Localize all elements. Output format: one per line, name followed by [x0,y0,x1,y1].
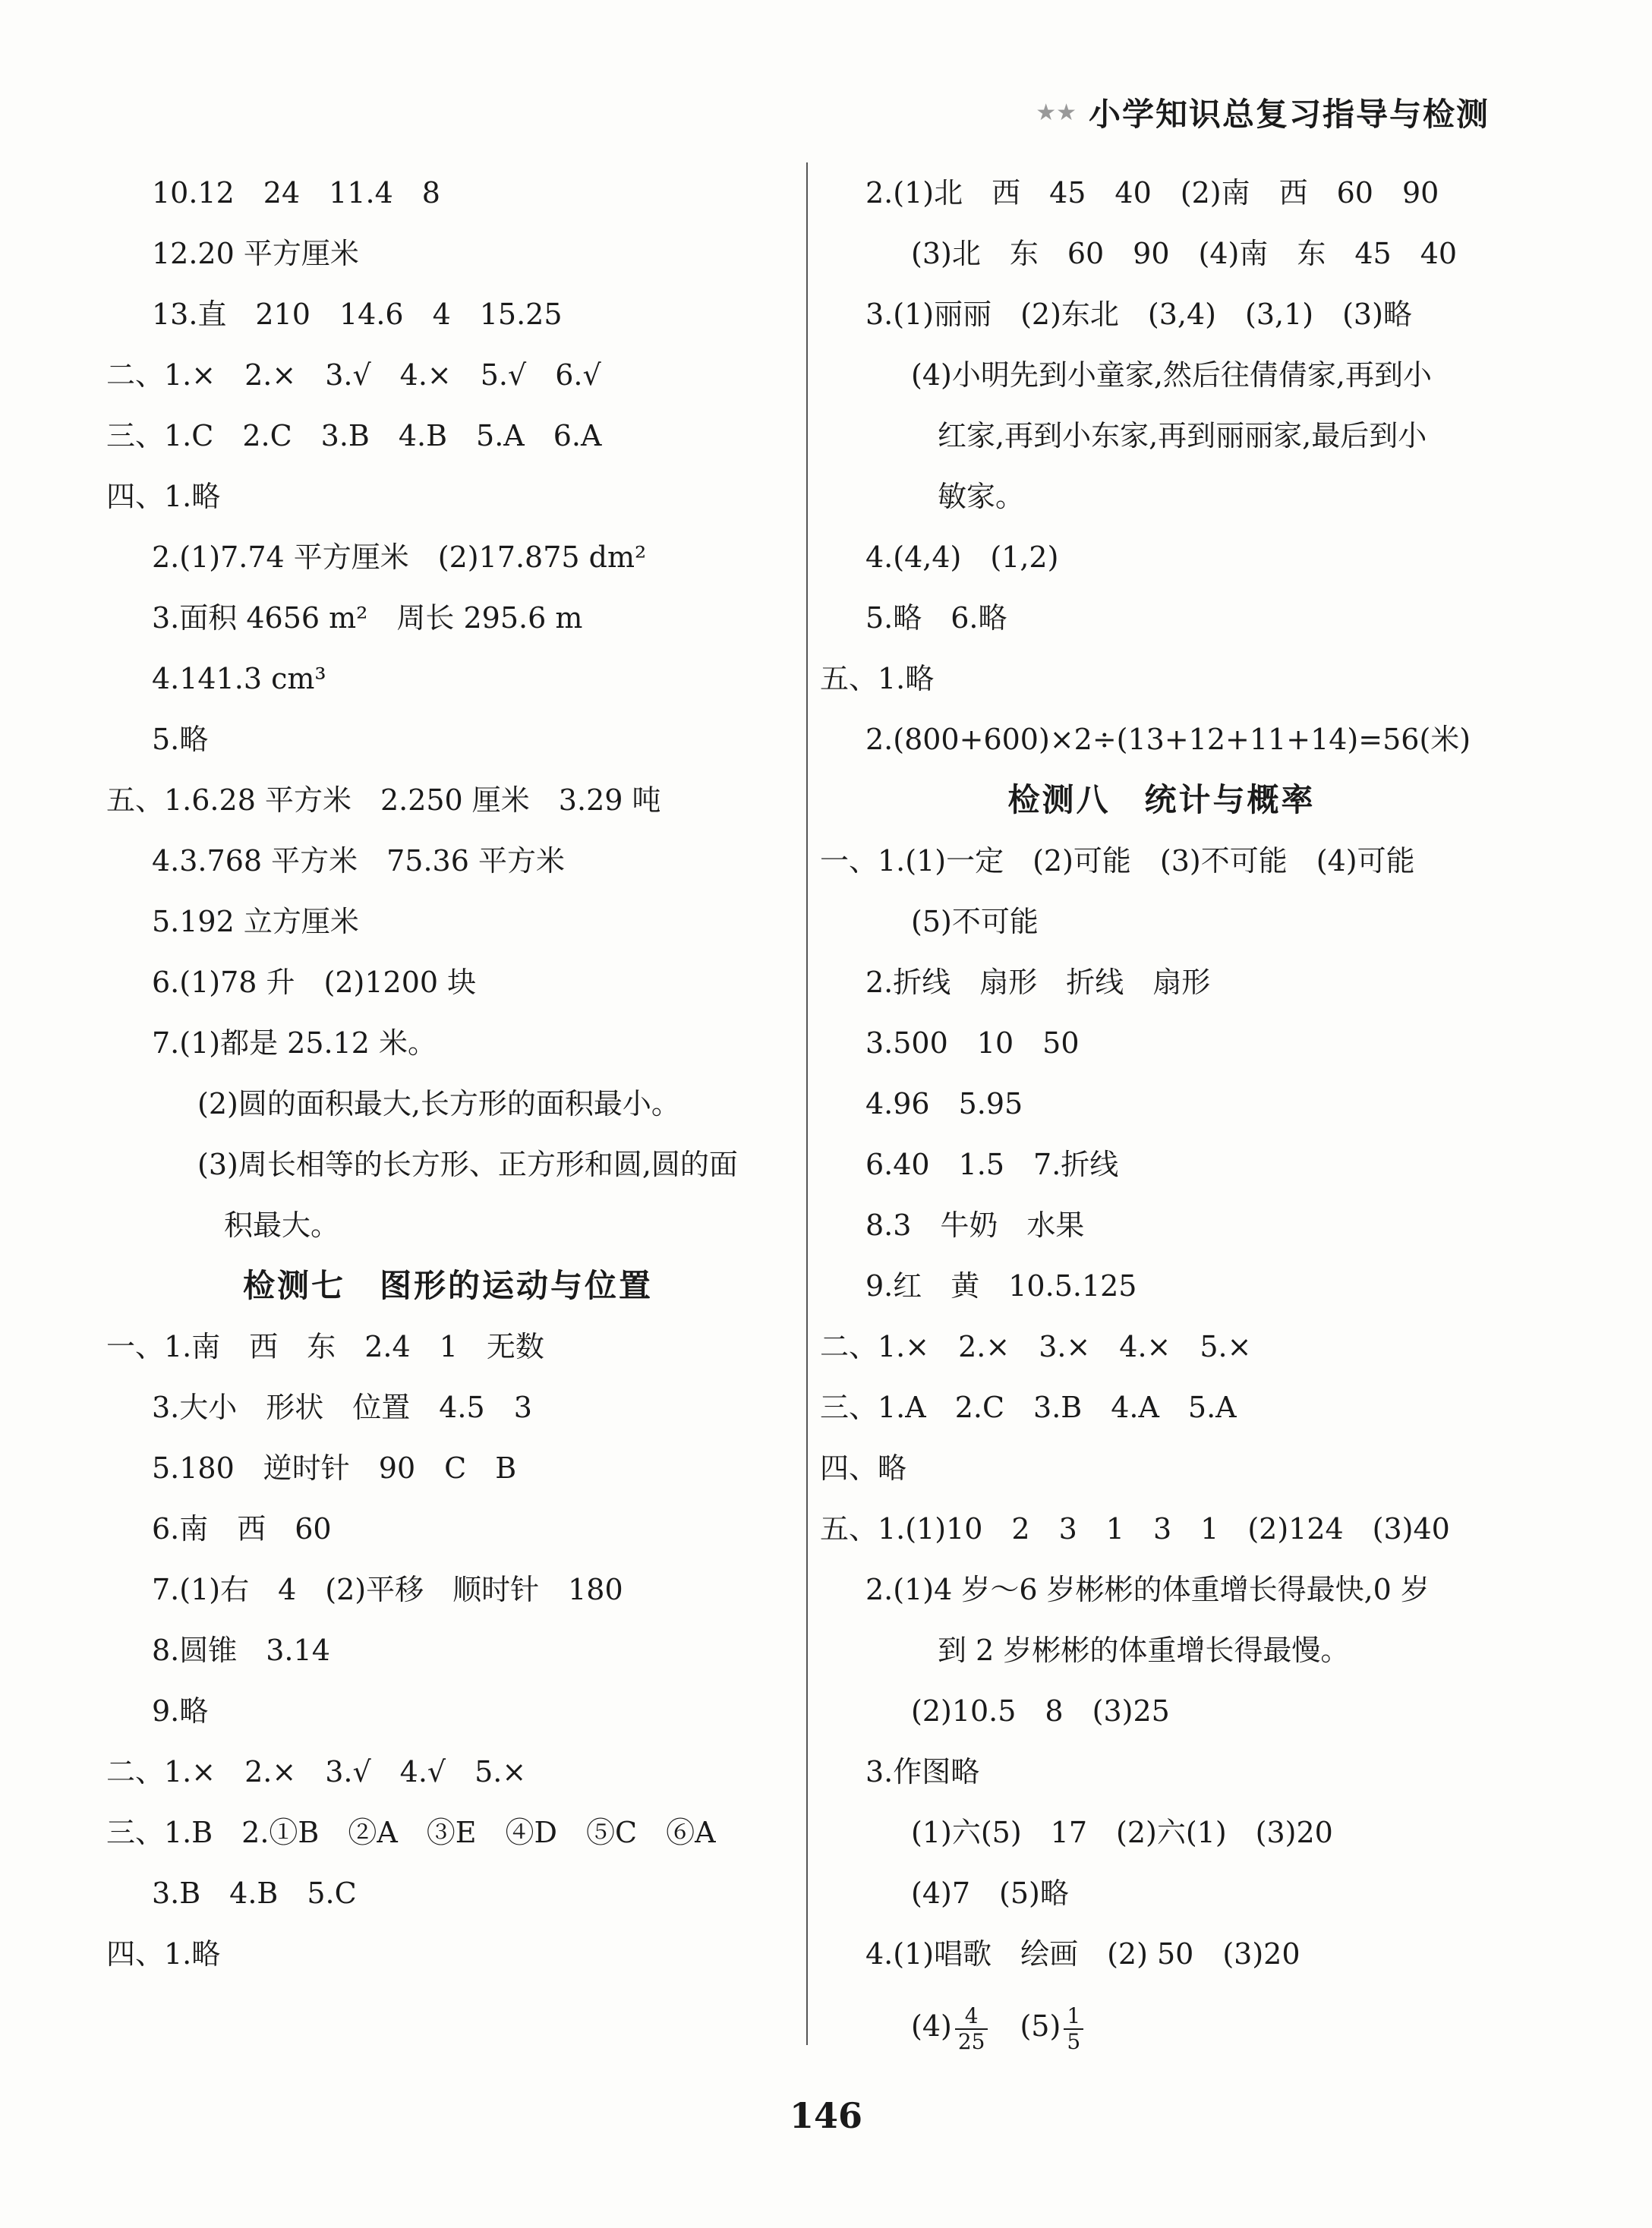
numerator: 1 [1064,2004,1083,2030]
answer-line: 五、1.略 [820,662,935,695]
answer-line: 4.141.3 cm³ [152,662,326,695]
answer-line: 9.红 黄 10.5.125 [865,1269,1137,1303]
book-header [1036,90,1490,135]
answer-line: 3.面积 4656 m² 周长 295.6 m [152,601,583,635]
answer-line: 13.直 210 14.6 4 15.25 [152,298,563,331]
right-column [820,162,1503,2068]
answer-line: (2)10.5 8 (3)25 [911,1694,1170,1728]
answer-line: 5.略 6.略 [865,601,1007,635]
answer-line: 三、1.A 2.C 3.B 4.A 5.A [820,1391,1237,1424]
answer-line: 五、1.(1)10 2 3 1 3 1 (2)124 (3)40 [820,1512,1450,1546]
section-title: 检测七 图形的运动与位置 [242,1267,653,1304]
answer-line: 3.500 10 50 [865,1026,1080,1060]
answer-line: 一、1.南 西 东 2.4 1 无数 [106,1330,544,1363]
left-column [106,162,790,1984]
answer-line: 4.96 5.95 [865,1087,1023,1120]
answer-line: 5.192 立方厘米 [152,905,359,938]
answer-line: 5.180 逆时针 90 C B [152,1451,517,1485]
answer-line: 7.(1)右 4 (2)平移 顺时针 180 [152,1573,623,1606]
numerator: 4 [955,2004,988,2030]
answer-line: 一、1.(1)一定 (2)可能 (3)不可能 (4)可能 [820,844,1415,878]
answer-line: 二、1.× 2.× 3.× 4.× 5.× [820,1330,1252,1363]
answer-line: 2.折线 扇形 折线 扇形 [865,966,1211,999]
answer-line: 红家,再到小东家,再到丽丽家,最后到小 [938,419,1427,452]
answer-line: 四、1.略 [106,1937,221,1971]
answer-line: 6.南 西 60 [152,1512,332,1546]
answer-line: (3)周长相等的长方形、正方形和圆,圆的面 [197,1148,738,1181]
answer-line: (3)北 东 60 90 (4)南 东 45 40 [911,237,1458,270]
answer-line: 四、略 [820,1451,907,1485]
answer-line: (4)7 (5)略 [911,1877,1069,1910]
answer-line: 2.(1)4 岁～6 岁彬彬的体重增长得最快,0 岁 [865,1573,1430,1606]
answer-line: 6.40 1.5 7.折线 [865,1148,1119,1181]
answer-line: 三、1.B 2.①B ②A ③E ④D ⑤C ⑥A [106,1816,716,1849]
answer-line: 6.(1)78 升 (2)1200 块 [152,966,477,999]
answer-line: 3.B 4.B 5.C [152,1877,357,1910]
answer-line: 四、1.略 [106,480,221,513]
answer-line: 3.大小 形状 位置 4.5 3 [152,1391,532,1424]
answer-line: 敏家。 [938,480,1025,513]
answer-line: 2.(1)北 西 45 40 (2)南 西 60 90 [865,176,1439,210]
answer-line: 积最大。 [224,1209,340,1242]
answer-line: 12.20 平方厘米 [152,237,359,270]
answer-line: 9.略 [152,1694,209,1728]
answer-label: (4) [911,2009,952,2043]
fraction [955,2004,988,2054]
answer-line: 10.12 24 11.4 8 [152,176,440,210]
answer-line: 5.略 [152,723,209,756]
answer-line: 3.作图略 [865,1755,980,1788]
book-title: 小学知识总复习指导与检测 [1088,96,1490,133]
answer-line: 二、1.× 2.× 3.√ 4.× 5.√ 6.√ [106,358,601,392]
answer-line: (1)六(5) 17 (2)六(1) (3)20 [911,1816,1333,1849]
answer-line: 五、1.6.28 平方米 2.250 厘米 3.29 吨 [106,783,661,817]
answer-line: 7.(1)都是 25.12 米。 [152,1026,437,1060]
star-icon: ★★ [1036,99,1077,126]
answer-line: 2.(1)7.74 平方厘米 (2)17.875 dm² [152,540,647,574]
answer-line-fractions [820,1984,1503,2068]
column-divider [806,162,808,2045]
denominator: 25 [957,2028,985,2054]
answer-line: 到 2 岁彬彬的体重增长得最慢。 [938,1634,1350,1667]
answer-line: 4.3.768 平方米 75.36 平方米 [152,844,565,878]
section-title: 检测八 统计与概率 [1007,781,1316,818]
answer-line: (5)不可能 [911,905,1039,938]
answer-line: 2.(800+600)×2÷(13+12+11+14)=56(米) [865,723,1471,756]
answer-line: (4)小明先到小童家,然后往倩倩家,再到小 [911,358,1432,392]
fraction [1064,2004,1083,2054]
answer-line: 三、1.C 2.C 3.B 4.B 5.A 6.A [106,419,602,452]
answer-line: 4.(1)唱歌 绘画 (2) 50 (3)20 [865,1937,1300,1971]
answer-line: 8.3 牛奶 水果 [865,1209,1085,1242]
answer-line: 二、1.× 2.× 3.√ 4.√ 5.× [106,1755,527,1788]
answer-line: (2)圆的面积最大,长方形的面积最小。 [197,1087,680,1120]
answer-line: 8.圆锥 3.14 [152,1634,330,1667]
denominator: 5 [1067,2028,1081,2054]
page-number: 146 [789,2095,863,2136]
answer-label: (5) [1020,2009,1061,2043]
answer-line: 3.(1)丽丽 (2)东北 (3,4) (3,1) (3)略 [865,298,1412,331]
answer-line: 4.(4,4) (1,2) [865,540,1059,574]
